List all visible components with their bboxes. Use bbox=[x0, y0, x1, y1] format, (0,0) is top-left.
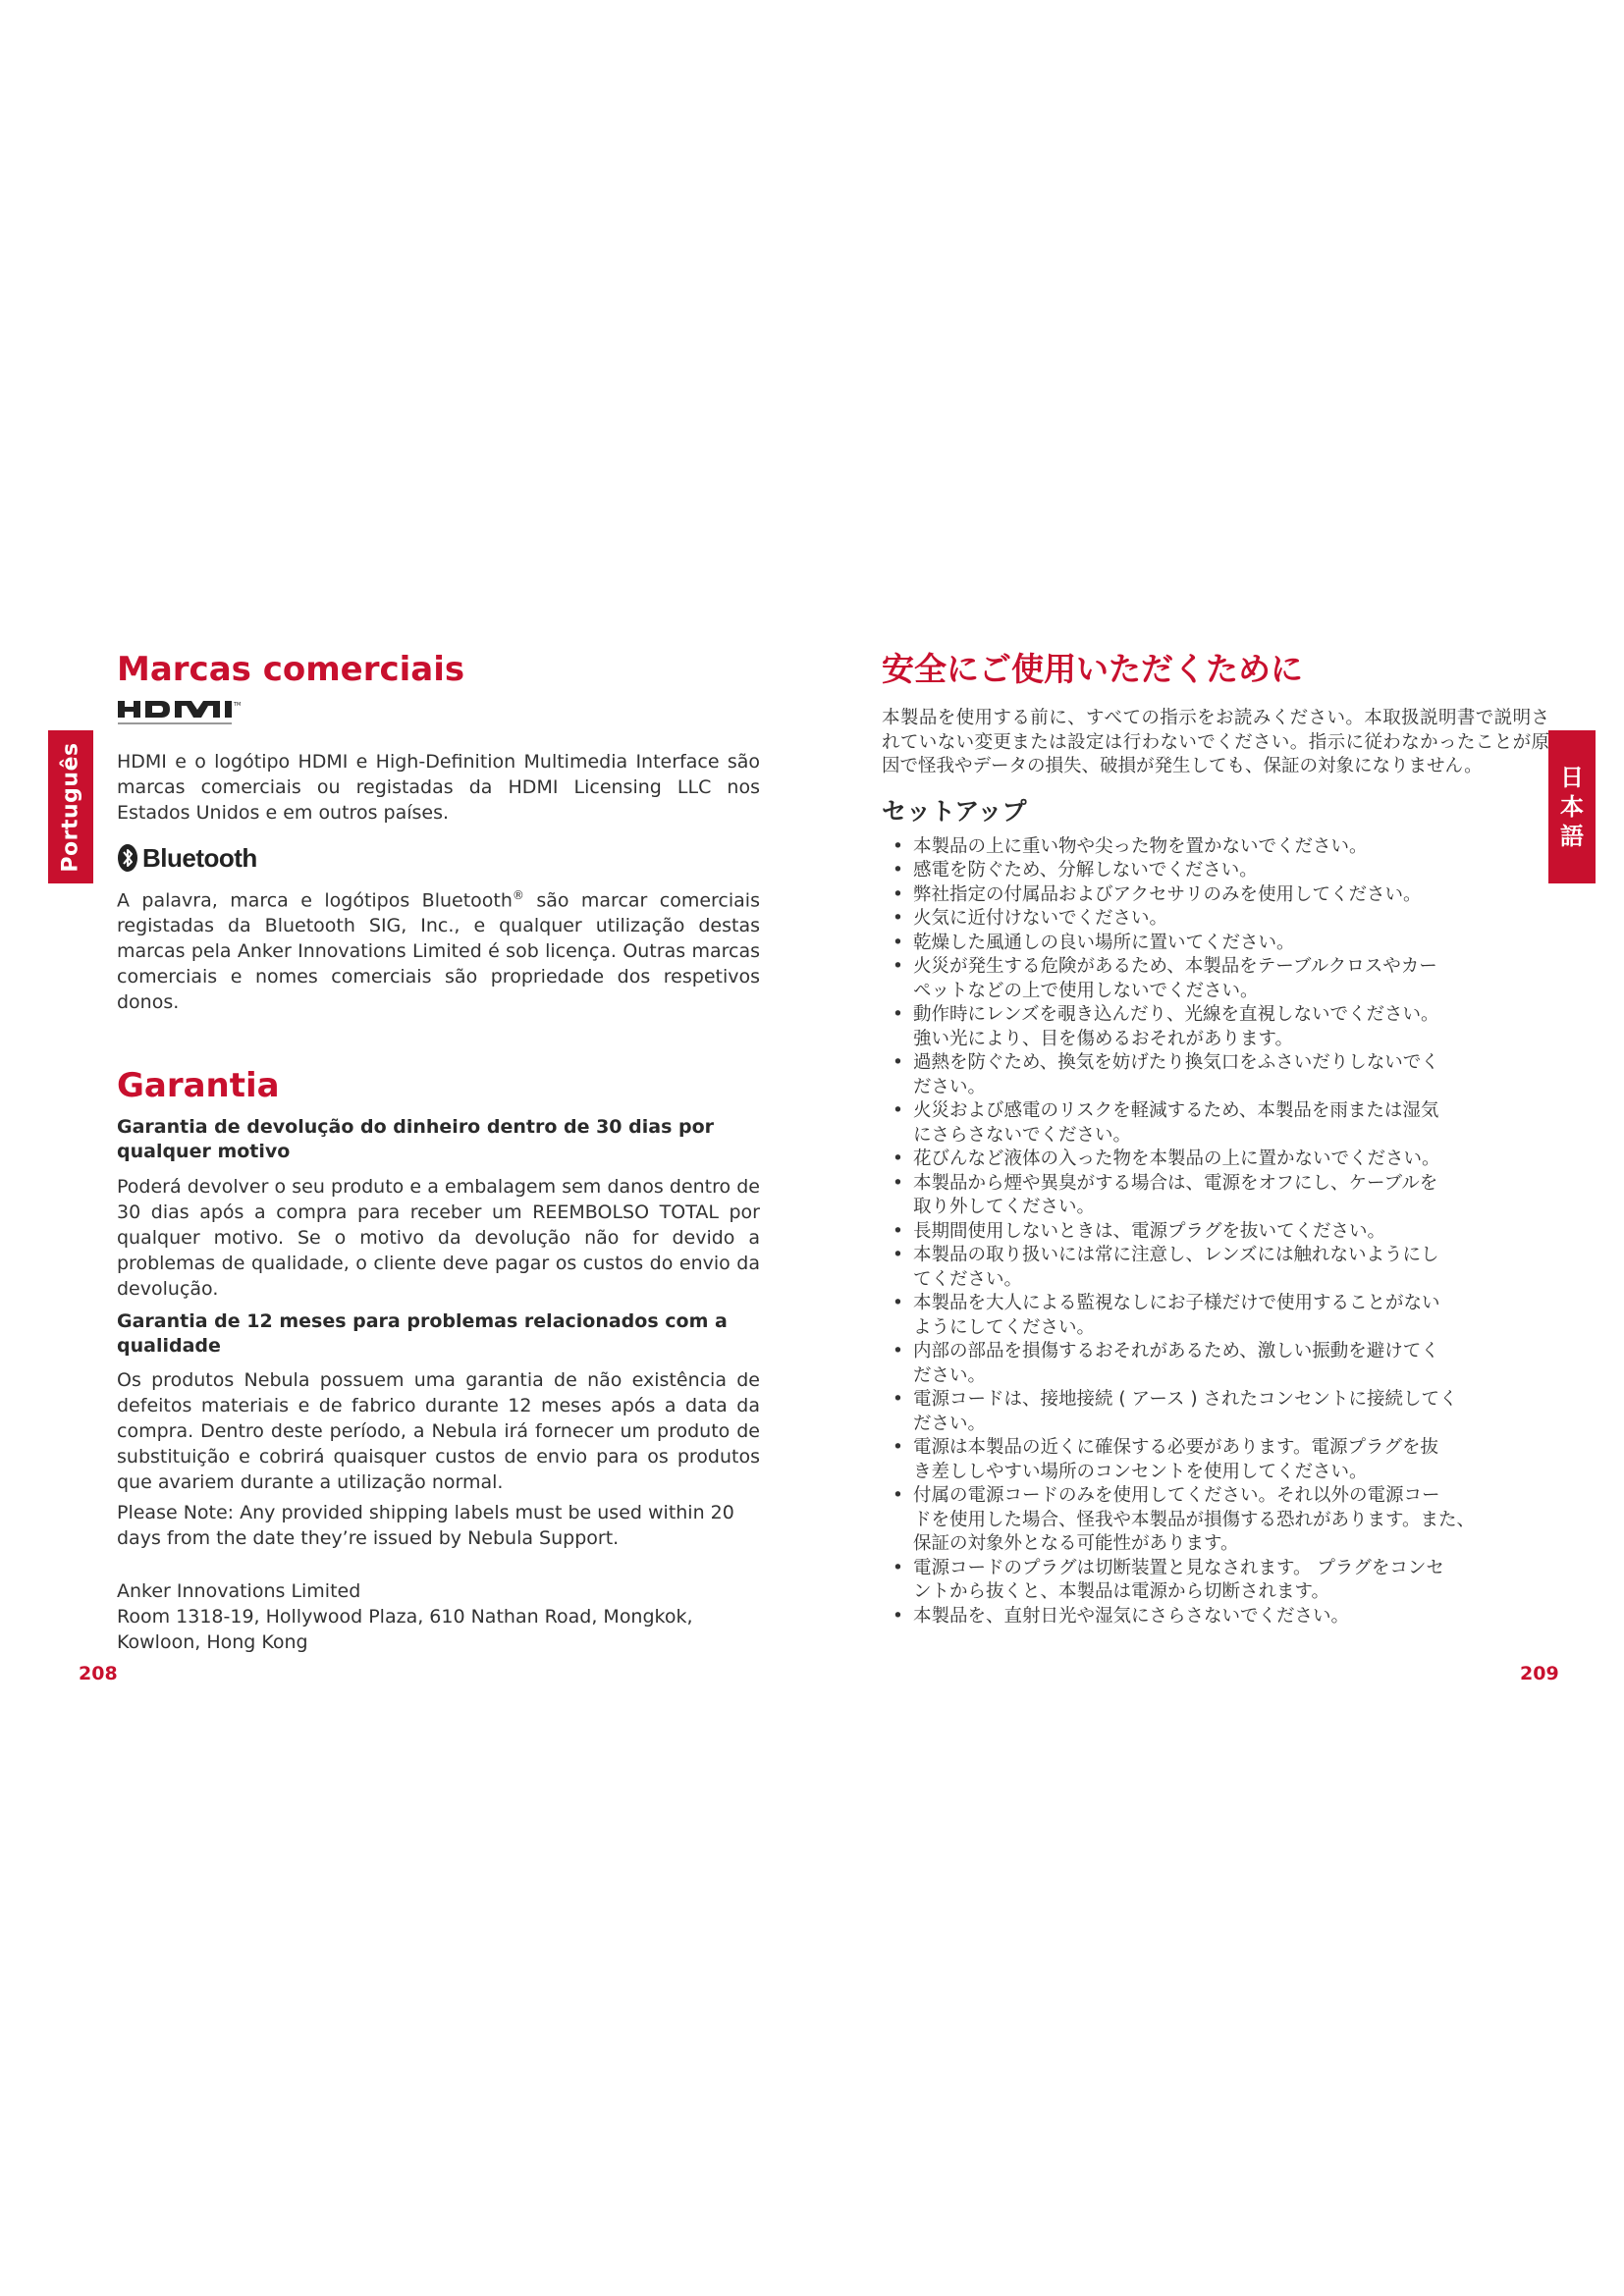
list-item: • 弊社指定の付属品およびアクセサリのみを使用してください。 bbox=[882, 883, 1549, 908]
money-back-text: Poderá devolver o seu produto e a embalagem sem danos dentro de 30 dias após a compra para receber um REEMBOLSO TOTAL por qualquer motivo. Se o motivo da devolução não for devido a problemas de qualidade, o cliente deve pagar os custos do envio da devolução. bbox=[117, 1176, 760, 1301]
list-item: • 乾燥した風通しの良い場所に置いてください。 bbox=[882, 932, 1549, 956]
language-tab-label: Português bbox=[58, 741, 83, 873]
list-item: • 過熱を防ぐため、換気を妨げたり換気口をふさいだりしないでく ださい。 bbox=[882, 1051, 1549, 1099]
right-page-content bbox=[882, 648, 1549, 1629]
list-item: • 火気に近付けないでください。 bbox=[882, 907, 1549, 932]
hdmi-trademark-text: HDMI e o logótipo HDMI e High-Definition Multimedia Interface são marcas comerciais ou registadas da HDMI Licensing LLC nos Estados Unidos e em outros países. bbox=[117, 751, 760, 824]
language-tab-portuguese bbox=[48, 730, 93, 883]
list-item: • 電源コードは、接地接続 ( アース ) されたコンセントに接続してく ださい。 bbox=[882, 1388, 1549, 1436]
list-item: • 電源コードのプラグは切断装置と見なされます。 プラグをコンセ ントから抜くと、本製品は電源から切断されます。 bbox=[882, 1557, 1549, 1605]
bluetooth-logo bbox=[117, 843, 760, 873]
hdmi-logo bbox=[117, 700, 760, 733]
list-item: • 長期間使用しないときは、電源プラグを抜いてください。 bbox=[882, 1220, 1549, 1245]
registered-mark: ® bbox=[512, 888, 524, 902]
list-item: • 内部の部品を損傷するおそれがあるため、激しい振動を避けてく ださい。 bbox=[882, 1340, 1549, 1388]
bluetooth-wordmark: Bluetooth bbox=[142, 843, 257, 873]
list-item: • 本製品から煙や異臭がする場合は、電源をオフにし、ケーブルを 取り外してください。 bbox=[882, 1172, 1549, 1220]
setup-heading: セットアップ bbox=[882, 796, 1027, 826]
page-number-right: 209 bbox=[1520, 1663, 1559, 1684]
svg-text:TM: TM bbox=[234, 702, 242, 708]
quality-warranty-text: Os produtos Nebula possuem uma garantia de não existência de defeitos materiais e de fabrico durante 12 meses após a data da compra. Dentro deste período, a Nebula irá fornecer um produto de substituição e cobrirá quaisquer custos de envio para os produtos que avariem durante a utilização normal. bbox=[117, 1369, 760, 1494]
list-item: • 本製品の上に重い物や尖った物を置かないでください。 bbox=[882, 835, 1549, 860]
garantia-heading: Garantia bbox=[117, 1066, 280, 1106]
company-address-line: Room 1318-19, Hollywood Plaza, 610 Nathan Road, Mongkok, bbox=[117, 1606, 693, 1629]
safety-heading: 安全にご使用いただくために bbox=[882, 650, 1303, 688]
list-item: • 火災が発生する危険があるため、本製品をテーブルクロスやカー ペットなどの上で使用しないでください。 bbox=[882, 955, 1549, 1003]
marcas-heading: Marcas comerciais bbox=[117, 650, 465, 689]
bluetooth-icon bbox=[117, 843, 138, 873]
bluetooth-text-part: são marcar comerciais registadas da Bluetooth SIG, Inc., e qualquer utilização destas marcas pela Anker Innovations Limited é sob licença. Outras marcas comerciais e nomes comerciais são propriedade dos respetivos donos. bbox=[117, 889, 760, 1014]
shipping-note: Please Note: Any provided shipping labels must be used within 20 days from the date they’re issued by Nebula Support. bbox=[117, 1502, 734, 1550]
list-item: • 火災および感電のリスクを軽減するため、本製品を雨または湿気 にさらさないでください。 bbox=[882, 1099, 1549, 1148]
language-tab-japanese bbox=[1548, 730, 1596, 883]
list-item: • 本製品の取り扱いには常に注意し、レンズには触れないようにし てください。 bbox=[882, 1244, 1549, 1292]
safety-intro-text: 本製品を使用する前に、すべての指示をお読みください。本取扱説明書で説明されていない変更または設定は行わないでください。指示に従わなかったことが原因で怪我やデータの損失、破損が発生しても、保証の対象になりません。 bbox=[882, 708, 1549, 776]
language-tab-label: 日本語 bbox=[1560, 764, 1584, 850]
list-item: • 本製品を、直射日光や湿気にさらさないでください。 bbox=[882, 1605, 1549, 1629]
safety-list bbox=[882, 835, 1549, 1629]
page-number-left: 208 bbox=[79, 1663, 118, 1684]
hdmi-logo-graphic bbox=[117, 700, 254, 729]
list-item: • 動作時にレンズを覗き込んだり、光線を直視しないでください。 強い光により、目を傷めるおそれがあります。 bbox=[882, 1003, 1549, 1051]
list-item: • 花びんなど液体の入った物を本製品の上に置かないでください。 bbox=[882, 1148, 1549, 1172]
quality-warranty-heading: Garantia de 12 meses para problemas relacionados com a qualidade bbox=[117, 1310, 728, 1358]
left-page-content bbox=[117, 648, 760, 1655]
list-item: • 感電を防ぐため、分解しないでください。 bbox=[882, 859, 1549, 883]
list-item: • 付属の電源コードのみを使用してください。それ以外の電源コー ドを使用した場合、怪我や本製品が損傷する恐れがあります。また、 保証の対象外となる可能性があります。 bbox=[882, 1484, 1549, 1557]
list-item: • 電源は本製品の近くに確保する必要があります。電源プラグを抜 き差ししやすい場所のコンセントを使用してください。 bbox=[882, 1436, 1549, 1484]
company-address-line: Kowloon, Hong Kong bbox=[117, 1631, 308, 1654]
list-item: • 本製品を大人による監視なしにお子様だけで使用することがない ようにしてください。 bbox=[882, 1292, 1549, 1340]
company-name: Anker Innovations Limited bbox=[117, 1580, 361, 1603]
bluetooth-trademark-text bbox=[117, 882, 760, 1015]
money-back-heading: Garantia de devolução do dinheiro dentro de 30 dias por qualquer motivo bbox=[117, 1116, 715, 1163]
bluetooth-text-part: A palavra, marca e logótipos Bluetooth bbox=[117, 889, 513, 912]
